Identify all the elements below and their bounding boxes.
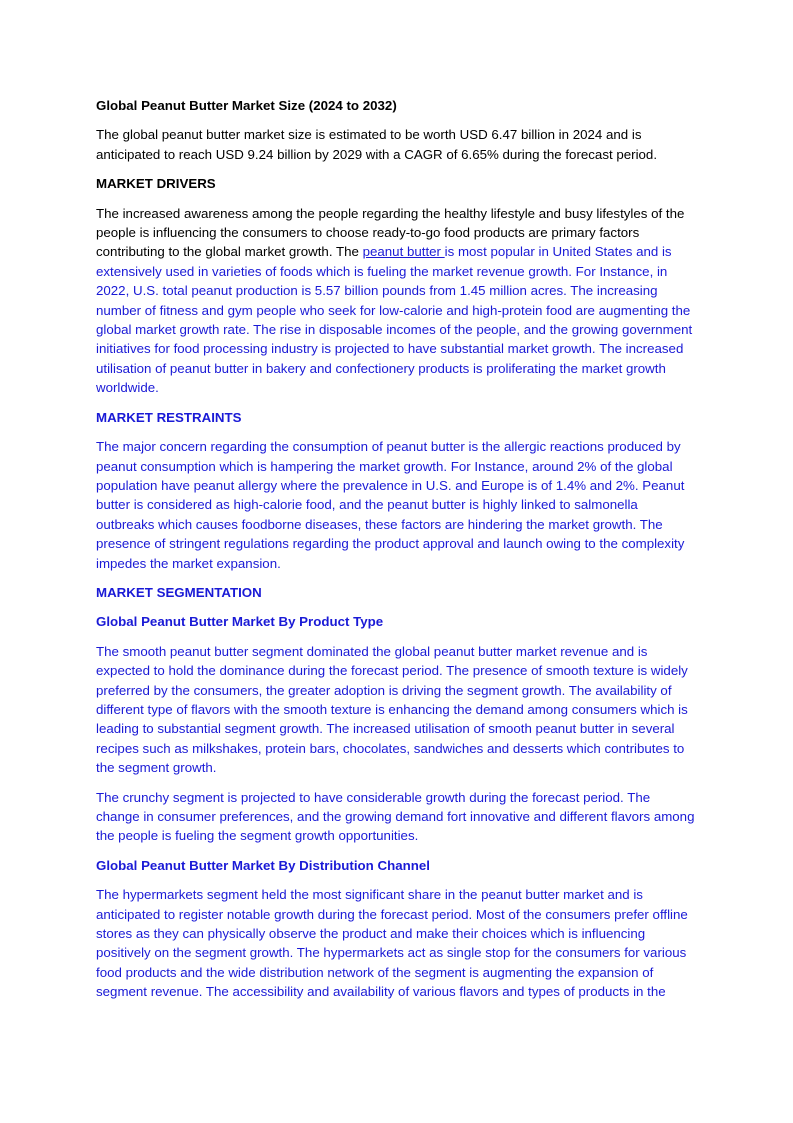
market-restraints-paragraph: The major concern regarding the consumption of peanut butter is the allergic reactions produced by peanut consumption which is hampering the market growth. For Instance, around 2% of the global population have peanut allergy where the prevalence in U.S. and Europe is of 1.4% and 2%. Peanut butter is considered as high-calorie food, and the peanut butter is highly linked to salmonella outbreaks which causes foodborne diseases, these factors are hindering the market growth. The presence of stringent regulations regarding the product approval and launch owing to the complexity impedes the market expansion. <box>96 439 685 571</box>
market-restraints-heading: MARKET RESTRAINTS <box>96 409 242 425</box>
drivers-text-start: The increased awareness among the people regarding the healthy lifestyle and busy lifestyles of the people is influencing the consumers to choose ready-to-go food products are primary factors contributing to the global market growth. The <box>96 205 685 260</box>
market-drivers-heading: MARKET DRIVERS <box>96 176 216 192</box>
market-drivers-paragraph <box>96 204 696 398</box>
distribution-channel-heading: Global Peanut Butter Market By Distribution Channel <box>96 857 430 873</box>
document-title: Global Peanut Butter Market Size (2024 to 2032) <box>96 98 397 113</box>
market-segmentation-heading: MARKET SEGMENTATION <box>96 584 262 600</box>
product-type-paragraph-2: The crunchy segment is projected to have considerable growth during the forecast period. The change in consumer preferences, and the growing demand fort innovative and different flavors among the people is fueling the segment growth opportunities. <box>96 789 695 844</box>
distribution-channel-paragraph: The hypermarkets segment held the most significant share in the peanut butter market and is anticipated to register notable growth during the forecast period. Most of the consumers prefer offline stores as they can physically observe the product and make their choices which is influencing positively on the segment growth. The hypermarkets act as single stop for the consumers for various food products and the wide distribution network of the segment is augmenting the expansion of segment revenue. The accessibility and availability of various flavors and types of products in the <box>96 887 688 1000</box>
document-page <box>96 96 696 1012</box>
product-type-paragraph-1: The smooth peanut butter segment dominated the global peanut butter market revenue and is expected to hold the dominance during the forecast period. The presence of smooth texture is widely preferred by the consumers, the greater adoption is driving the segment growth. The availability of different type of flavors with the smooth texture is enhancing the demand among consumers which is leading to substantial segment growth. The increased utilisation of smooth peanut butter in several recipes such as milkshakes, protein bars, chocolates, sandwiches and desserts which contributes to the segment growth. <box>96 643 688 776</box>
product-type-heading: Global Peanut Butter Market By Product Type <box>96 614 384 630</box>
intro-paragraph: The global peanut butter market size is estimated to be worth USD 6.47 billion in 2024 and is anticipated to reach USD 9.24 billion by 2029 with a CAGR of 6.65% during the forecast period. <box>96 127 658 162</box>
drivers-text-end: is most popular in United States and is extensively used in varieties of foods which is fueling the market revenue growth. For Instance, in 2022, U.S. total peanut production is 5.57 billion pounds from 1.45 million acres. The increasing number of fitness and gym people who seek for low-calorie and high-protein food are augmenting the global market growth rate. The rise in disposable incomes of the people, and the growing government initiatives for food processing industry is projected to have substantial market growth. The increased utilisation of peanut butter in bakery and confectionery products is proliferating the market growth worldwide. <box>96 244 693 396</box>
peanut-butter-link[interactable]: peanut butter <box>362 244 445 260</box>
